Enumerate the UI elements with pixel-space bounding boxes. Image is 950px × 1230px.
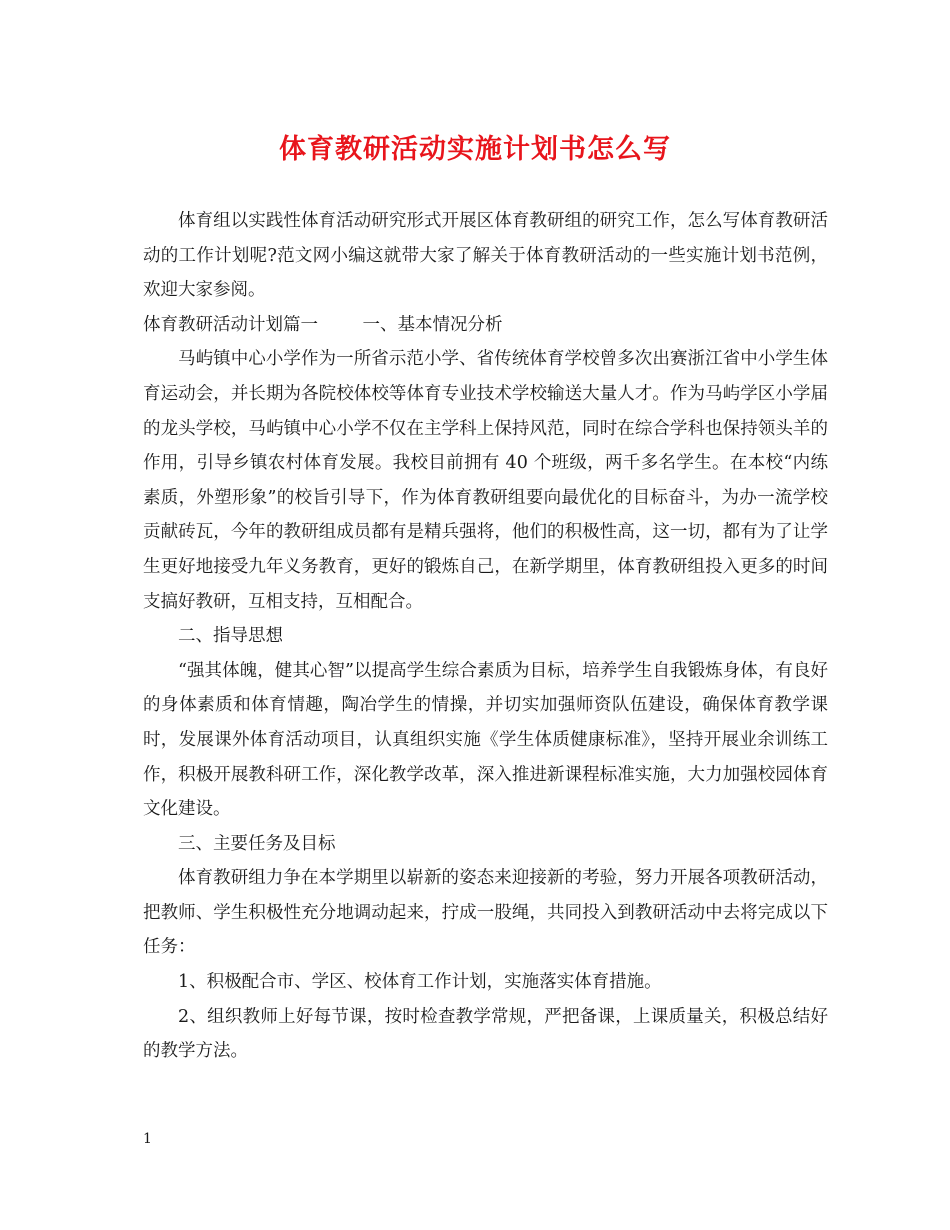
section-3-paragraph: 体育教研组力争在本学期里以崭新的姿态来迎接新的考验，努力开展各项教研活动，把教师、学生积极性充分地调动起来，拧成一股绳，共同投入到教研活动中去将完成以下任务： [143,868,828,958]
section-1-paragraph: 马屿镇中心小学作为一所省示范小学、省传统体育学校曾多次出赛浙江省中小学生体育运动会，并长期为各院校体校等体育专业技术学校输送大量人才。作为马屿学区小学届的龙头学校，马屿镇中心小学不仅在主学科上保持风范，同时在综合学科也保持领头羊的作用，引导乡镇农村体育发展。我校目前拥有 40 个班级，两千多名学生。在本校“内练素质，外塑形象”的校旨引导下，作为体育教研组要向最优化的目标奋斗，为办一流学校贡献砖瓦，今年的教研组成员都有是精兵强将，他们的积极性高，这一切，都有为了让学生更好地接受九年义务教育，更好的锻炼自己，在新学期里，体育教研组投入更多的时间支搞好教研，互相支持，互相配合。 [143,349,828,612]
document-body [143,204,828,1069]
task-item-2: 2、组织教师上好每节课，按时检查教学常规，严把备课，上课质量关，积极总结好的教学方法。 [143,1006,828,1062]
page-number: 1 [143,1131,152,1147]
section-2-paragraph: “强其体魄，健其心智”以提高学生综合素质为目标，培养学生自我锻炼身体，有良好的身体素质和体育情趣，陶冶学生的情操，并切实加强师资队伍建设，确保体育教学课时，发展课外体育活动项目，认真组织实施《学生体质健康标准》，坚持开展业余训练工作，积极开展教科研工作，深化教学改革，深入推进新课程标准实施，大力加强校园体育文化建设。 [143,660,828,820]
section-3-heading: 三、主要任务及目标 [178,833,336,854]
intro-paragraph: 体育组以实践性体育活动研究形式开展区体育教研组的研究工作，怎么写体育教研活动的工作计划呢?范文网小编这就带大家了解关于体育教研活动的一些实施计划书范例，欢迎大家参阅。 [143,211,828,301]
document-title: 体育教研活动实施计划书怎么写 [279,134,671,165]
task-item-1: 1、积极配合市、学区、校体育工作计划，实施落实体育措施。 [178,972,662,993]
section-2-heading: 二、指导思想 [178,626,283,647]
section-1-heading: 体育教研活动计划篇一 一、基本情况分析 [143,314,503,335]
